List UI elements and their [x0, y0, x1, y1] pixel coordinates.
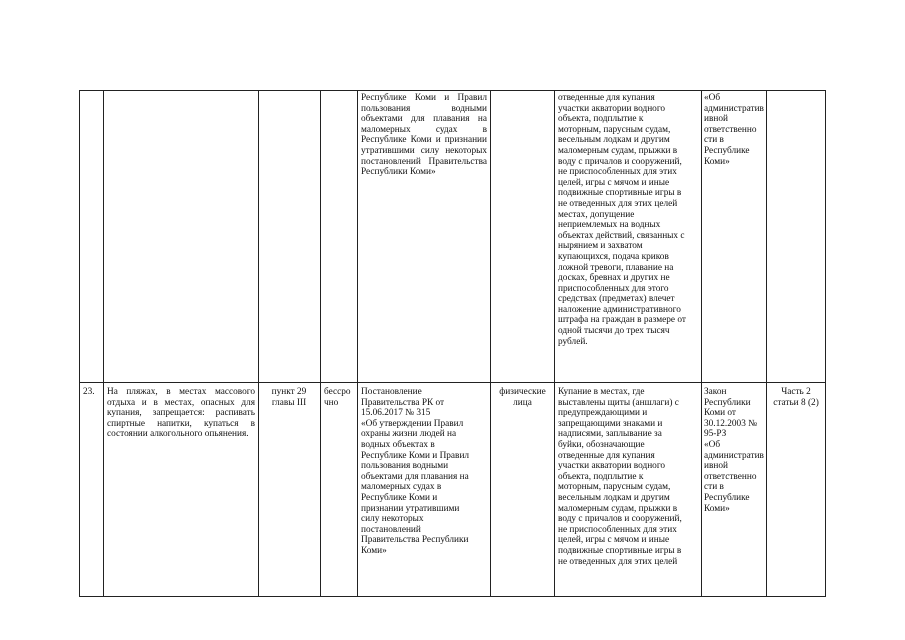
col-border: [357, 90, 358, 597]
col-border: [701, 90, 702, 597]
koap-cell: Купание в местах, где выставлены щиты (аншлаги) с предупреждающими и запрещающими знаками и надписями, заплывание за буйки, обозначающие отведенные для купания участки акватории водного объекта, подплытие к моторным, парусным судам, весельным лодкам и другим маломерным судам, прыжки в воду с причалов и сооружений, не приспособленных для этих целей, игры с мячом и иные подвижные спортивные игры в не отведенных для этих целей: [558, 387, 682, 567]
table-top-border: [79, 90, 825, 91]
col-border: [103, 90, 104, 597]
col-border: [766, 90, 767, 597]
col-border: [825, 90, 826, 597]
article-cell: Часть 2 статьи 8 (2): [773, 387, 819, 408]
term-cell: бессро чно: [324, 387, 351, 408]
prev-row-document-cell: Республике Коми и Правил пользования водными объектами для плавания на маломерных судах в Республике Коми и признании утратившими силу некоторых постановлений Правительства Республики Коми»: [361, 93, 487, 178]
document-cell: Постановление Правительства РК от 15.06.2017 № 315 «Об утверждении Правил охраны жизни людей на водных объектах в Республике Коми и Правил пользования водными объектами для плавания на маломерных судах в Республике Коми и признании утратившими силу некоторых постановлений Правительства Республики Коми»: [361, 387, 470, 556]
col-border: [490, 90, 491, 597]
requirement-cell: На пляжах, в местах массового отдыха и в местах, опасных для купания, запрещается: распивать спиртные напитки, купаться в состоянии алкогольного опьянения.: [107, 387, 255, 440]
table-bottom-border: [79, 596, 825, 597]
col-border: [258, 90, 259, 597]
col-border: [320, 90, 321, 597]
col-border: [79, 90, 80, 597]
col-border: [554, 90, 555, 597]
row-divider: [79, 382, 825, 383]
structural-unit-cell: пункт 29 главы III: [271, 387, 307, 408]
prev-row-law-cell: «Об административ ивной ответственно сти в Республике Коми»: [704, 93, 764, 167]
subjects-cell: физические лица: [499, 387, 546, 408]
row-number: 23.: [83, 387, 95, 397]
law-cell: Закон Республики Коми от 30.12.2003 № 95-РЗ «Об административ ивной ответственно сти в Республике Коми»: [704, 387, 764, 514]
prev-row-koap-cell: отведенные для купания участки акватории водного объекта, подплытие к моторным, парусным судам, весельным лодкам и другим маломерным судам, прыжки в воду с причалов и сооружений, не приспособленных для этих целей, игры с мячом и иные подвижные спортивные игры в не отведенных для этих целей местах, допущение неприемлемых на водных объектах действий, связанных с нырянием и захватом купающихся, подача криков ложной тревоги, плавание на досках, бревнах и других не приспособленных для этого средствах (предметах) влечет наложение административного штрафа на граждан в размере от одной тысячи до трех тысяч рублей.: [558, 93, 686, 347]
